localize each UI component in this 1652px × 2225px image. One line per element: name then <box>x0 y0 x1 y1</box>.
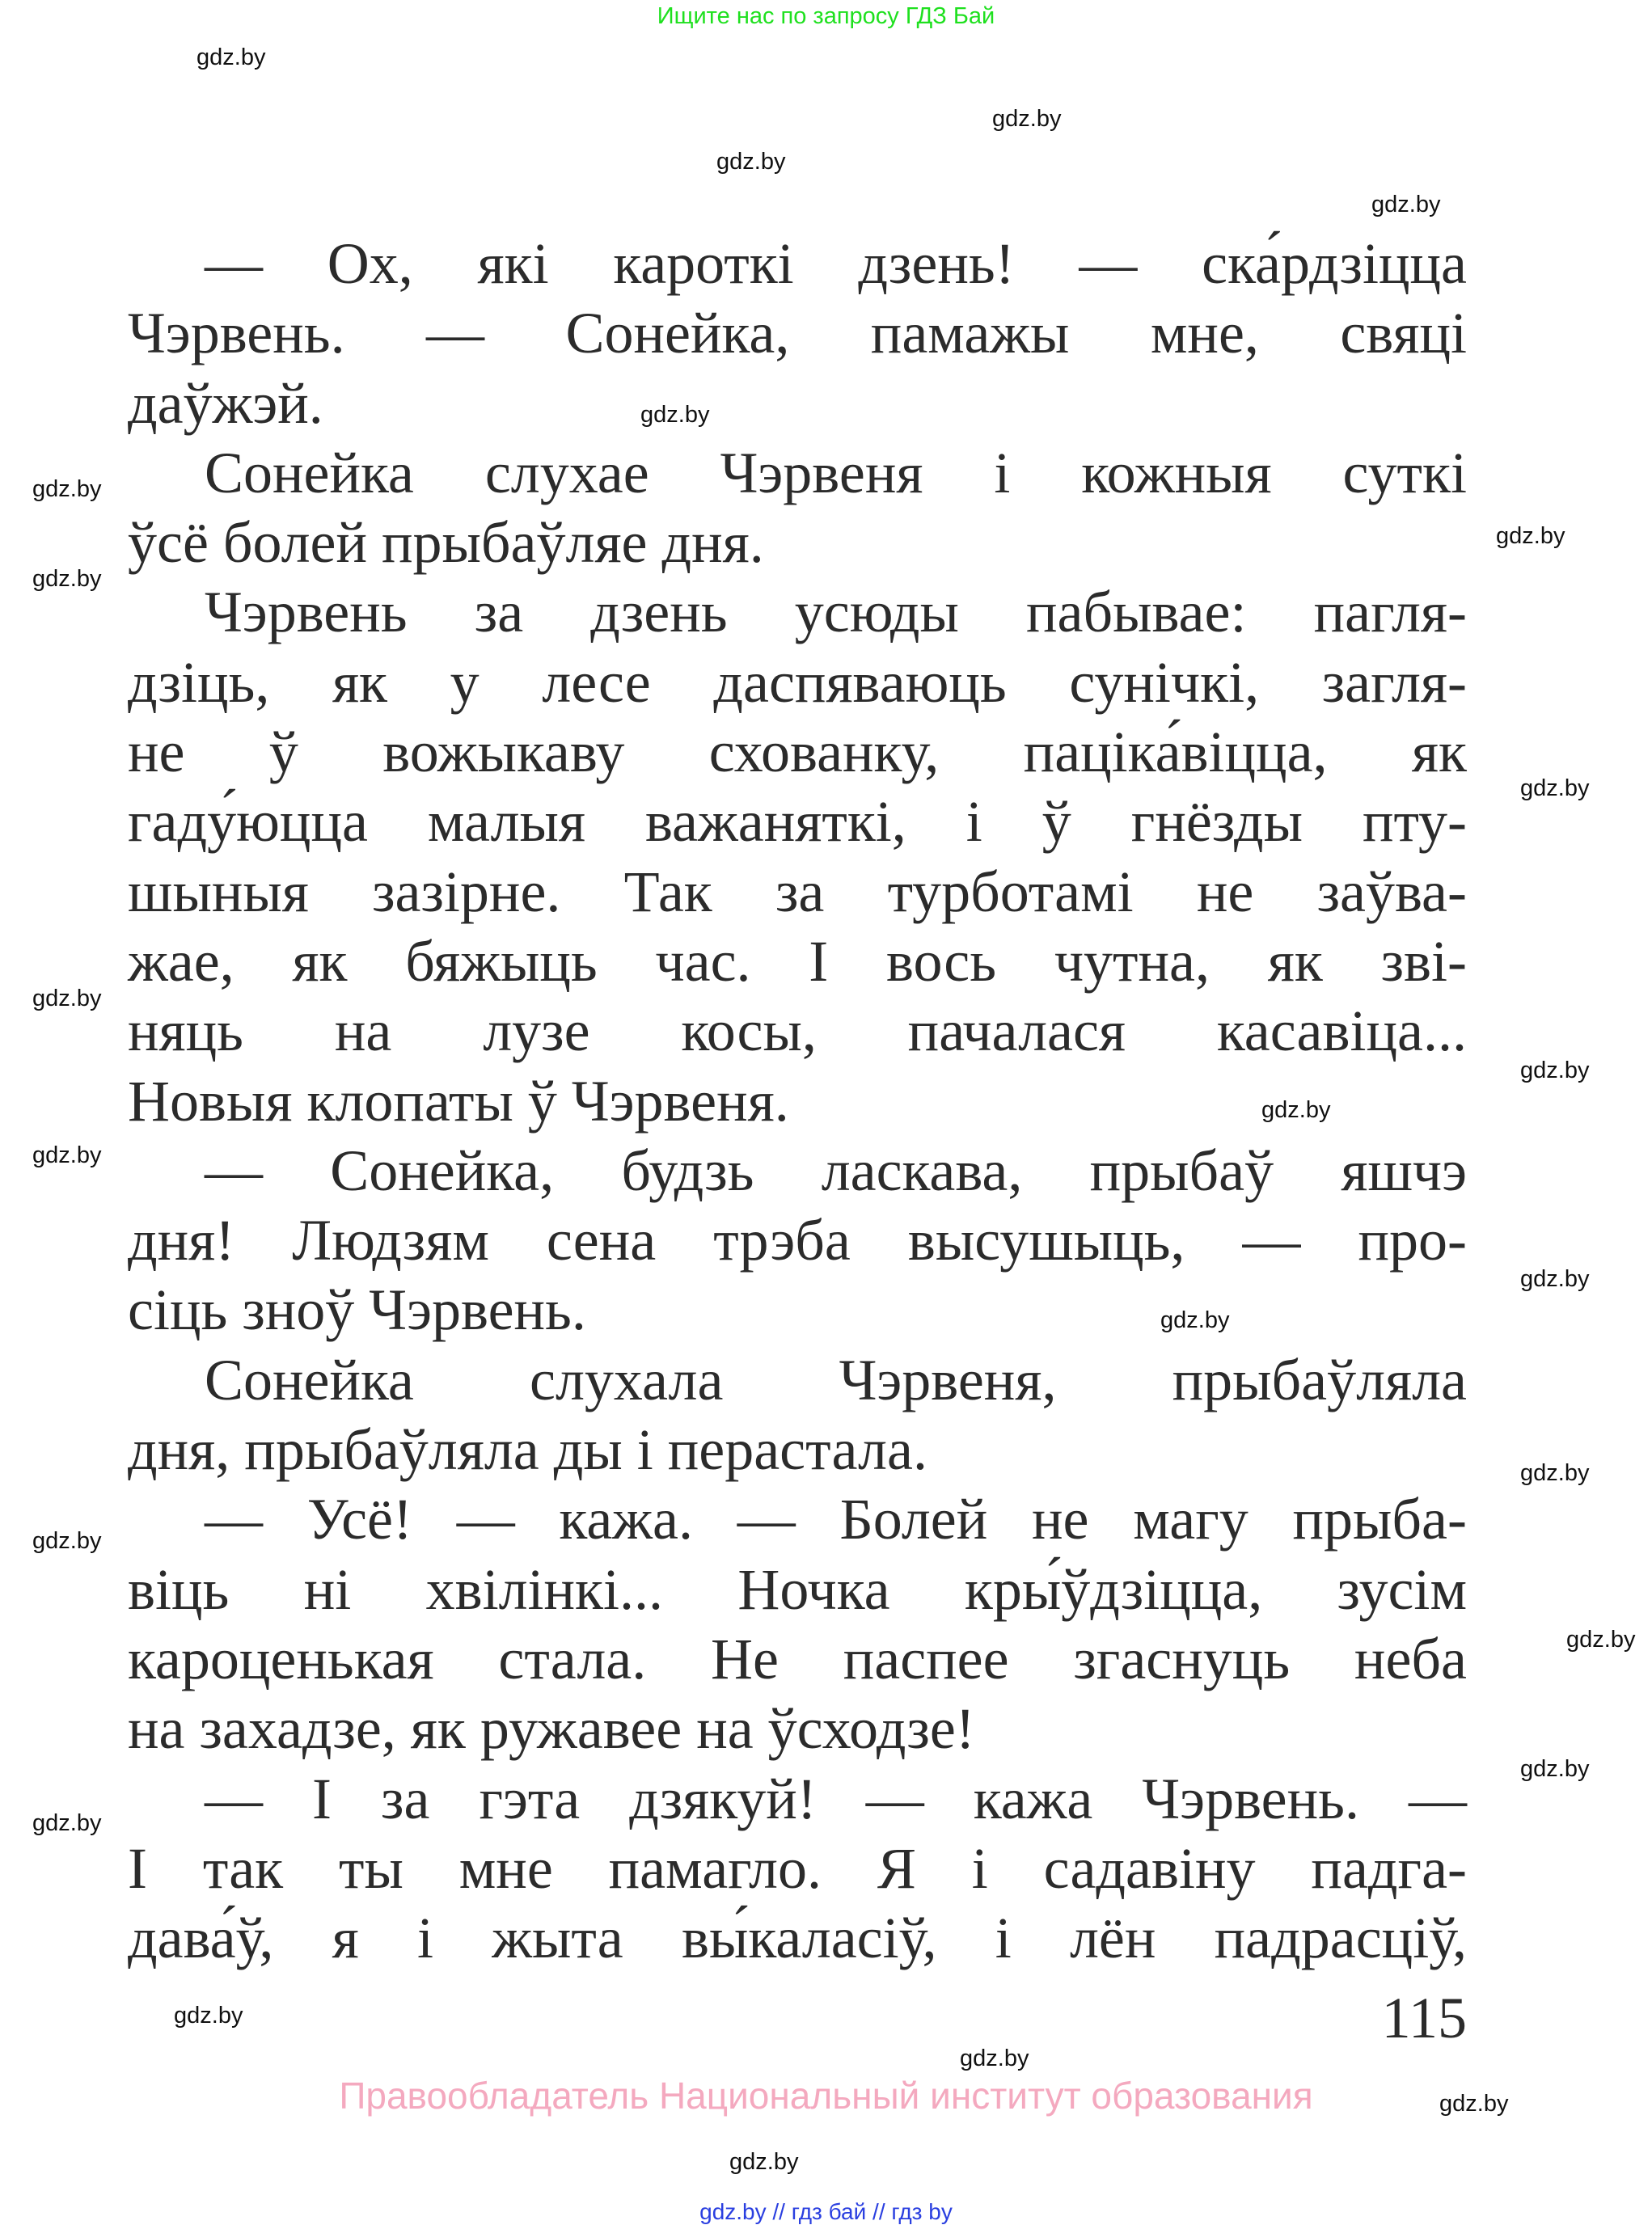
watermark: gdz.by <box>1520 1266 1590 1292</box>
watermark: gdz.by <box>960 2046 1029 2071</box>
text-line: на захадзе, як ружавее на ўсходзе! <box>128 1696 975 1762</box>
text-line: дава́ў, я і жыта вы́каласіў, і лён падрасціў, <box>128 1906 1467 1971</box>
text-line: дзіць, як у лесе даспяваюць сунічкі, загля- <box>128 649 1467 715</box>
text-line: не ў вожыкаву схованку, паціка́віцца, як <box>128 720 1467 785</box>
watermark: gdz.by <box>1520 775 1590 801</box>
watermark: gdz.by <box>1160 1307 1230 1333</box>
text-line: Новыя клопаты ў Чэрвеня. <box>128 1068 789 1134</box>
watermark: gdz.by <box>1371 192 1441 217</box>
text-line: дня! Людзям сена трэба высушыць, — про- <box>128 1208 1467 1273</box>
watermark: gdz.by <box>1496 523 1565 549</box>
text-line: даўжэй. <box>128 370 323 436</box>
page-number: 115 <box>1381 1986 1467 2050</box>
text-line: шыныя зазірне. Так за турботамі не заўва- <box>128 859 1467 924</box>
text-line: няць на лузе косы, пачалася касавіца... <box>128 999 1467 1064</box>
watermark: gdz.by <box>716 149 786 175</box>
search-hint-banner: Ищите нас по запросу ГДЗ Бай <box>657 3 995 29</box>
text-line: — Усё! — кажа. — Болей не магу прыба- <box>205 1487 1467 1552</box>
text-line: гаду́юцца малыя важаняткі, і ў гнёзды пту- <box>128 789 1467 855</box>
text-line: Чэрвень за дзень усюды пабывае: пагля- <box>205 580 1467 645</box>
watermark: gdz.by <box>729 2149 799 2175</box>
watermark: gdz.by <box>1520 1756 1590 1782</box>
watermark: gdz.by <box>174 2003 243 2029</box>
watermark: gdz.by <box>992 106 1062 132</box>
text-line: Сонейка слухала Чэрвеня, прыбаўляла <box>205 1347 1467 1412</box>
watermark: gdz.by <box>1520 1460 1590 1486</box>
text-line: І так ты мне памагло. Я і садавіну падга- <box>128 1835 1467 1901</box>
watermark: gdz.by <box>196 44 266 70</box>
watermark: gdz.by <box>640 402 710 428</box>
rights-holder-notice: Правообладатель Национальный институт образования <box>339 2075 1313 2117</box>
text-line: віць ні хвілінкі... Ночка кры́ўдзіцца, зусім <box>128 1556 1467 1622</box>
watermark: gdz.by <box>1439 2091 1509 2117</box>
watermark: gdz.by <box>1566 1627 1636 1653</box>
text-line: сіць зноў Чэрвень. <box>128 1277 586 1343</box>
watermark: gdz.by <box>32 1810 102 1836</box>
watermark: gdz.by <box>1520 1058 1590 1083</box>
text-line: — Сонейка, будзь ласкава, прыбаў яшчэ <box>205 1138 1467 1203</box>
text-line: — І за гэта дзякуй! — кажа Чэрвень. — <box>205 1766 1467 1831</box>
text-line: Чэрвень. — Сонейка, памажы мне, свяці <box>128 301 1467 366</box>
watermark: gdz.by <box>1261 1097 1331 1123</box>
watermark: gdz.by <box>32 1142 102 1168</box>
watermark: gdz.by <box>32 566 102 592</box>
footer-links[interactable]: gdz.by // гдз бай // гдз by <box>699 2199 953 2224</box>
text-line: жае, як бяжыць час. І вось чутна, як зві- <box>128 928 1467 994</box>
text-line: Сонейка слухае Чэрвеня і кожныя суткі <box>205 440 1467 505</box>
watermark: gdz.by <box>32 476 102 502</box>
text-line: дня, прыбаўляла ды і перастала. <box>128 1417 927 1483</box>
watermark: gdz.by <box>32 986 102 1011</box>
text-line: — Ох, які кароткі дзень! — ска́рдзіцца <box>205 231 1467 296</box>
watermark: gdz.by <box>32 1528 102 1554</box>
text-line: кароценькая стала. Не паспее згаснуць неба <box>128 1626 1467 1691</box>
text-line: ўсё болей прыбаўляе дня. <box>128 510 764 576</box>
